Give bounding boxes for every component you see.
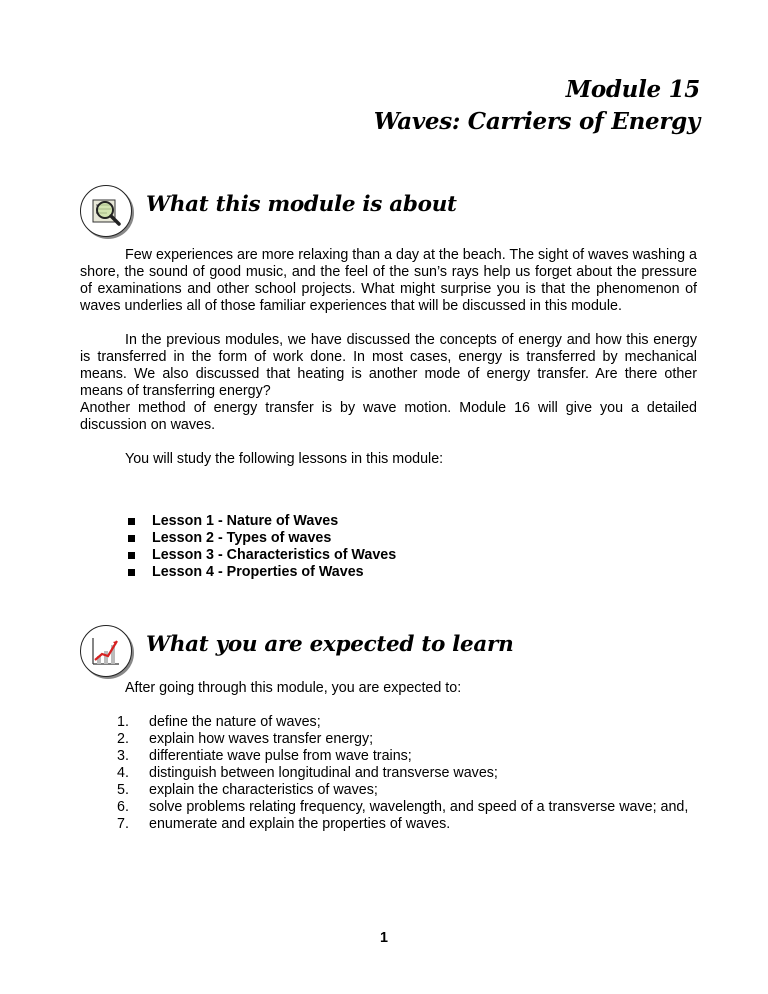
lesson-label: Lesson 2 - Types of waves [152, 530, 332, 546]
lesson-list [124, 513, 396, 581]
objective-number: 1. [117, 714, 129, 730]
objective-text: enumerate and explain the properties of waves. [149, 816, 451, 832]
magnifier-document-icon [80, 185, 132, 237]
objective-text: solve problems relating frequency, wavelength, and speed of a transverse wave; and, [149, 799, 689, 815]
list-item [80, 714, 697, 731]
lesson-label: Lesson 4 - Properties of Waves [152, 564, 364, 580]
list-item [80, 782, 697, 799]
list-item [124, 530, 396, 547]
list-item [80, 765, 697, 782]
list-item [80, 799, 697, 816]
list-item [80, 731, 697, 748]
title-block [374, 74, 700, 138]
square-bullet-icon [128, 569, 135, 576]
list-item [124, 564, 396, 581]
square-bullet-icon [128, 552, 135, 559]
lesson-label: Lesson 1 - Nature of Waves [152, 513, 339, 529]
section-learn-title: What you are expected to learn [146, 631, 514, 657]
objective-text: explain the characteristics of waves; [149, 782, 378, 798]
learn-intro-block [80, 680, 697, 697]
about-paragraph-2: In the previous modules, we have discussed the concepts of energy and how this energy is transferred in the form of work done. In most cases, energy is transferred by mechanical means. We also discussed that heating is another mode of energy transfer. Are there other means of transferring energy? [80, 332, 697, 399]
list-item [80, 816, 697, 833]
section-about-title: What this module is about [146, 191, 457, 217]
module-title: Module 15 [565, 76, 700, 103]
square-bullet-icon [128, 518, 135, 525]
objective-number: 7. [117, 816, 129, 832]
objective-text: distinguish between longitudinal and transverse waves; [149, 765, 498, 781]
objective-number: 4. [117, 765, 129, 781]
objective-number: 2. [117, 731, 129, 747]
objective-number: 3. [117, 748, 129, 764]
objective-number: 5. [117, 782, 129, 798]
objective-list [80, 714, 697, 833]
module-subtitle: Waves: Carriers of Energy [373, 108, 700, 135]
section-learn-heading [80, 625, 513, 677]
square-bullet-icon [128, 535, 135, 542]
lessons-intro: You will study the following lessons in this module: [125, 451, 444, 467]
objective-text: explain how waves transfer energy; [149, 731, 374, 747]
about-paragraph-3: Another method of energy transfer is by wave motion. Module 16 will give you a detailed discussion on waves. [80, 400, 697, 433]
list-item [124, 513, 396, 530]
objective-text: define the nature of waves; [149, 714, 321, 730]
list-item [124, 547, 396, 564]
objective-number: 6. [117, 799, 129, 815]
list-item [80, 748, 697, 765]
learn-intro: After going through this module, you are expected to: [125, 680, 462, 696]
about-paragraph-1: Few experiences are more relaxing than a day at the beach. The sight of waves washing a shore, the sound of good music, and the feel of the sun’s rays help us forget about the pressure of examinations and other school projects. What might surprise you is that the phenomenon of waves underlies all of those familiar experiences that will be discussed in this module. [80, 247, 697, 314]
objective-text: differentiate wave pulse from wave trains; [149, 748, 412, 764]
growth-chart-icon [80, 625, 132, 677]
lesson-label: Lesson 3 - Characteristics of Waves [152, 547, 397, 563]
about-text [80, 247, 697, 468]
section-about-heading [80, 185, 457, 237]
page-number: 1 [380, 930, 388, 946]
